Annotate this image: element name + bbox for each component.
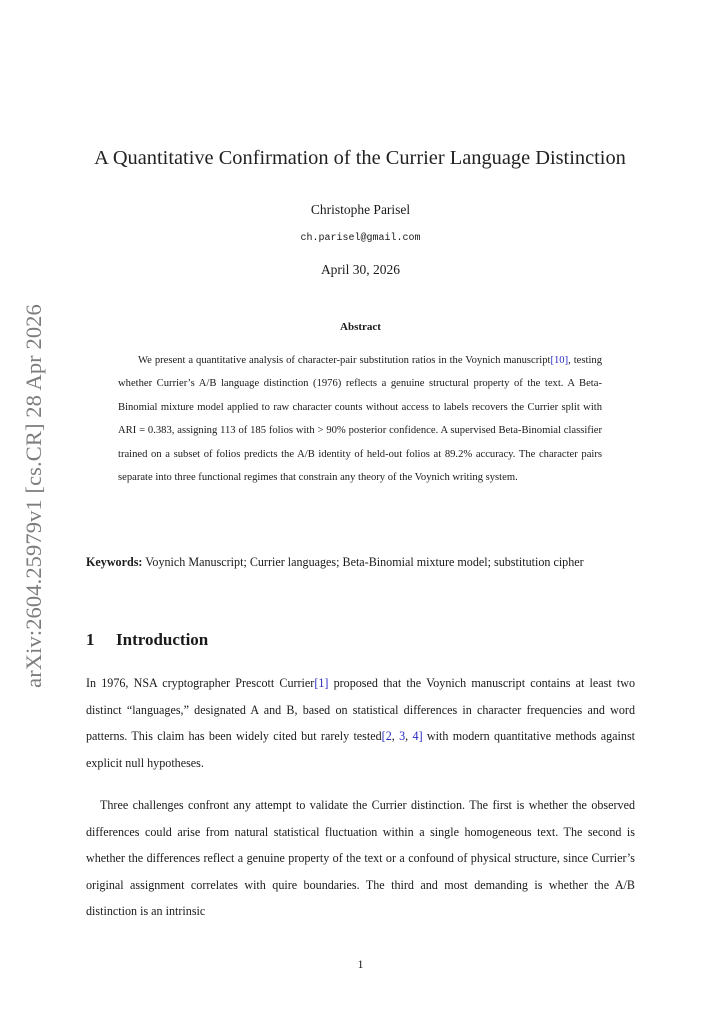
author-name: Christophe Parisel: [310, 202, 411, 217]
abstract-text-2: , testing whether Currier’s A/B language distinction (1976) reflects a genuine structural property of the text. A Beta-Binomial mixture model applied to raw character counts without access to labels recovers the Currier split with ARI = 0.383, assigning 113 of 185 folios with > 90% posterior confidence. A supervised Beta-Binomial classifier trained on a subset of folios predicts the A/B identity of held-out folios at 89.2% accuracy. The character pairs separate into three functional regimes that constrain any theory of the Voynich writing system.: [118, 355, 602, 484]
citation-separator: ,: [405, 729, 413, 744]
arxiv-identifier[interactable]: arXiv:2604.25979v1 [cs.CR] 28 Apr 2026: [21, 304, 46, 688]
keywords: [86, 549, 636, 576]
citation-separator: ,: [391, 729, 400, 744]
section-number: 1: [86, 630, 95, 649]
citation-link[interactable]: [10]: [550, 355, 569, 366]
citation-link[interactable]: [1]: [314, 676, 329, 690]
abstract-text-1: We present a quantitative analysis of character-pair substitution ratios in the Voynich manuscript: [138, 355, 551, 366]
section-title: Introduction: [116, 630, 209, 649]
citation-link[interactable]: 3: [399, 729, 406, 744]
section-heading: [86, 630, 208, 650]
page-number: 1: [357, 957, 364, 971]
keywords-text: Voynich Manuscript; Currier languages; Beta-Binomial mixture model; substitution cipher: [142, 555, 584, 569]
intro-text-1: In 1976, NSA cryptographer Prescott Currier: [86, 676, 315, 690]
author-email[interactable]: ch.parisel@gmail.com: [300, 233, 421, 244]
intro-text-3: with modern quantitative methods against explicit null hypotheses.: [86, 729, 636, 770]
abstract-body: [118, 349, 602, 489]
paper-title: A Quantitative Confirmation of the Currier Language Distinction: [94, 147, 626, 169]
citation-link[interactable]: 4]: [412, 729, 423, 744]
intro-text-2: proposed that the Voynich manuscript contains at least two distinct “languages,” designated A and B, based on statistical differences in character frequencies and word patterns. This claim has been widely cited but rarely tested: [86, 676, 636, 744]
intro-paragraph-2: Three challenges confront any attempt to validate the Currier distinction. The first is whether the observed differences could arise from natural statistical fluctuation within a single homogeneous text. The second is whether the differences reflect a genuine property of the text or a confound of physical structure, since Currier’s original assignment correlates with quire boundaries. The third and most demanding is whether the A/B distinction is an intrinsic: [86, 798, 635, 919]
keywords-label: Keywords:: [86, 555, 143, 569]
paper-date: April 30, 2026: [320, 262, 401, 277]
intro-paragraph-1: [86, 670, 635, 776]
citation-link[interactable]: [2: [381, 729, 392, 744]
abstract-heading: Abstract: [340, 321, 381, 333]
